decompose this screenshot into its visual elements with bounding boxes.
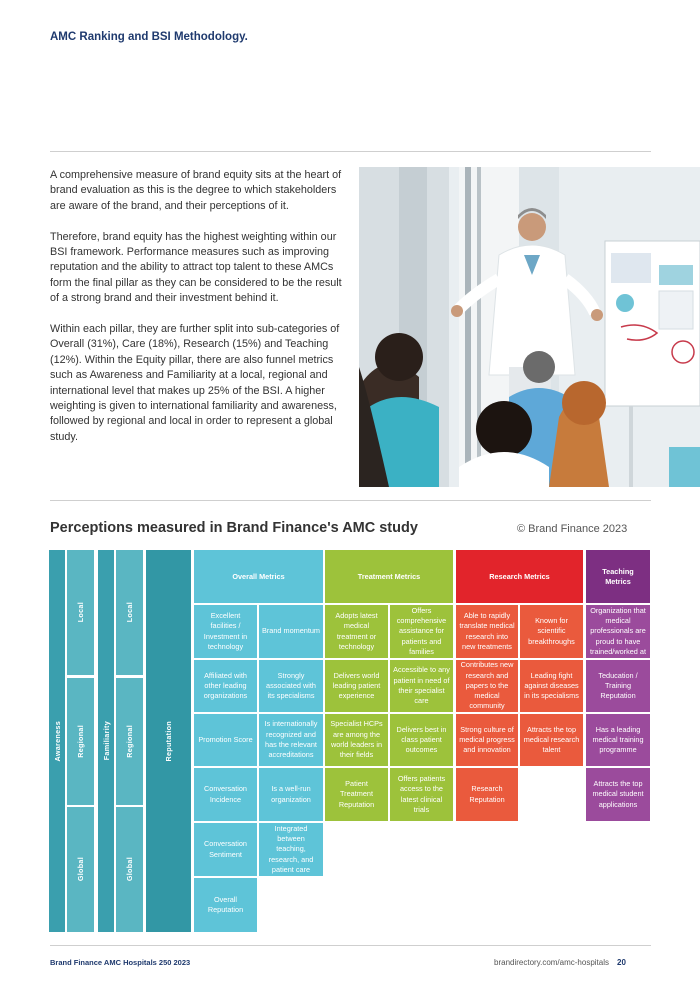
research-left-3: Strong culture of medical progress and innovation [456, 714, 518, 766]
top-divider [50, 151, 651, 152]
awareness-local [67, 550, 94, 675]
treatment-left-1: Adopts latest medical treatment or technology [325, 605, 388, 658]
research-metrics-header: Research Metrics [456, 550, 583, 603]
treatment-right-4: Offers patients access to the latest clinical trials [390, 768, 453, 821]
awareness-regional-label: Regional [76, 725, 85, 758]
research-left-2: Contributes new research and papers to the medical community [456, 660, 518, 712]
familiarity-local-label: Local [125, 602, 134, 623]
overall-left-5: Conversation Sentiment [194, 823, 257, 876]
teaching-metrics-header: Teaching Metrics [586, 550, 650, 603]
familiarity-global-label: Global [125, 857, 134, 882]
footer-url-link[interactable]: brandirectory.com/amc-hospitals [494, 958, 610, 967]
familiarity-local [116, 550, 143, 675]
body-paragraph-2: Therefore, brand equity has the highest weighting within our BSI framework. Performance measures such as improving reputation and the ability to attract top talent to these AMCs form the final pillar as they can be considered to be the result of a strong brand and their investment behind it. [50, 230, 342, 305]
doctor-presentation-photo [359, 167, 700, 487]
overall-right-4: Is a well-run organization [259, 768, 323, 821]
overall-left-6: Overall Reputation [194, 878, 257, 932]
treatment-left-2: Delivers world leading patient experience [325, 660, 388, 712]
teaching-item-4: Attracts the top medical student applications [586, 768, 650, 821]
research-left-1: Able to rapidly translate medical research into new treatments [456, 605, 518, 658]
body-text [50, 168, 350, 461]
treatment-left-3: Specialist HCPs are among the world leaders in their fields [325, 714, 388, 766]
awareness-bar [49, 550, 65, 932]
treatment-right-3: Delivers best in class patient outcomes [390, 714, 453, 766]
overall-left-1: Excellent facilities / Investment in technology [194, 605, 257, 658]
awareness-label: Awareness [52, 720, 62, 762]
copyright-note: © Brand Finance 2023 [517, 523, 628, 535]
familiarity-regional [116, 678, 143, 805]
research-left-4: Research Reputation [456, 768, 518, 821]
overall-right-5: Integrated between teaching, research, and patient care [259, 823, 323, 876]
teaching-item-1: Organization that medical professionals are proud to have trained/worked at [586, 605, 650, 658]
overall-left-3: Promotion Score [194, 714, 257, 766]
treatment-left-4: Patient Treatment Reputation [325, 768, 388, 821]
research-right-3: Attracts the top medical research talent [520, 714, 583, 766]
teaching-item-2: Teducation / Training Reputation [586, 660, 650, 712]
page-number: 20 [617, 958, 626, 967]
treatment-right-2: Accessible to any patient in need of their specialist care [390, 660, 453, 712]
research-right-2: Leading fight against diseases in its specialisms [520, 660, 583, 712]
reputation-bar [146, 550, 191, 932]
footer-divider [50, 945, 651, 946]
overall-metrics-header: Overall Metrics [194, 550, 323, 603]
section-title: Perceptions measured in Brand Finance's AMC study [50, 520, 418, 536]
awareness-regional [67, 678, 94, 805]
body-paragraph-1: A comprehensive measure of brand equity sits at the heart of brand evaluation as this is the degree to which stakeholders are aware of the brand, and their perceptions of it. [50, 169, 342, 212]
footer-right [494, 958, 626, 967]
footer-publication-title: Brand Finance AMC Hospitals 250 2023 [50, 958, 191, 967]
overall-right-2: Strongly associated with its specialisms [259, 660, 323, 712]
familiarity-global [116, 807, 143, 932]
awareness-global [67, 807, 94, 932]
treatment-metrics-header: Treatment Metrics [325, 550, 453, 603]
overall-right-1: Brand momentum [259, 605, 323, 658]
mid-divider [50, 500, 651, 501]
body-paragraph-3: Within each pillar, they are further split into sub-categories of Overall (31%), Care (18%), Research (15%) and Teaching (12%). Within the Equity pillar, there are also funnel metrics such as Awareness and Familiarity at a local, regional and international level that makes up 25% of the BSI. A higher weighting is given to international familiarity and awareness, followed by regional and local in order to represent a global study. [50, 323, 340, 443]
familiarity-label: Familiarity [101, 721, 111, 761]
reputation-label: Reputation [164, 720, 173, 762]
page-header-title: AMC Ranking and BSI Methodology. [50, 31, 248, 43]
overall-left-4: Conversation Incidence [194, 768, 257, 821]
familiarity-bar [98, 550, 114, 932]
awareness-global-label: Global [76, 857, 85, 882]
awareness-local-label: Local [76, 602, 85, 623]
research-right-1: Known for scientific breakthroughs [520, 605, 583, 658]
overall-left-2: Affiliated with other leading organizations [194, 660, 257, 712]
overall-right-3: Is internationally recognized and has the relevant accreditations [259, 714, 323, 766]
familiarity-regional-label: Regional [125, 725, 134, 758]
treatment-right-1: Offers comprehensive assistance for patients and families [390, 605, 453, 658]
teaching-item-3: Has a leading medical training programme [586, 714, 650, 766]
